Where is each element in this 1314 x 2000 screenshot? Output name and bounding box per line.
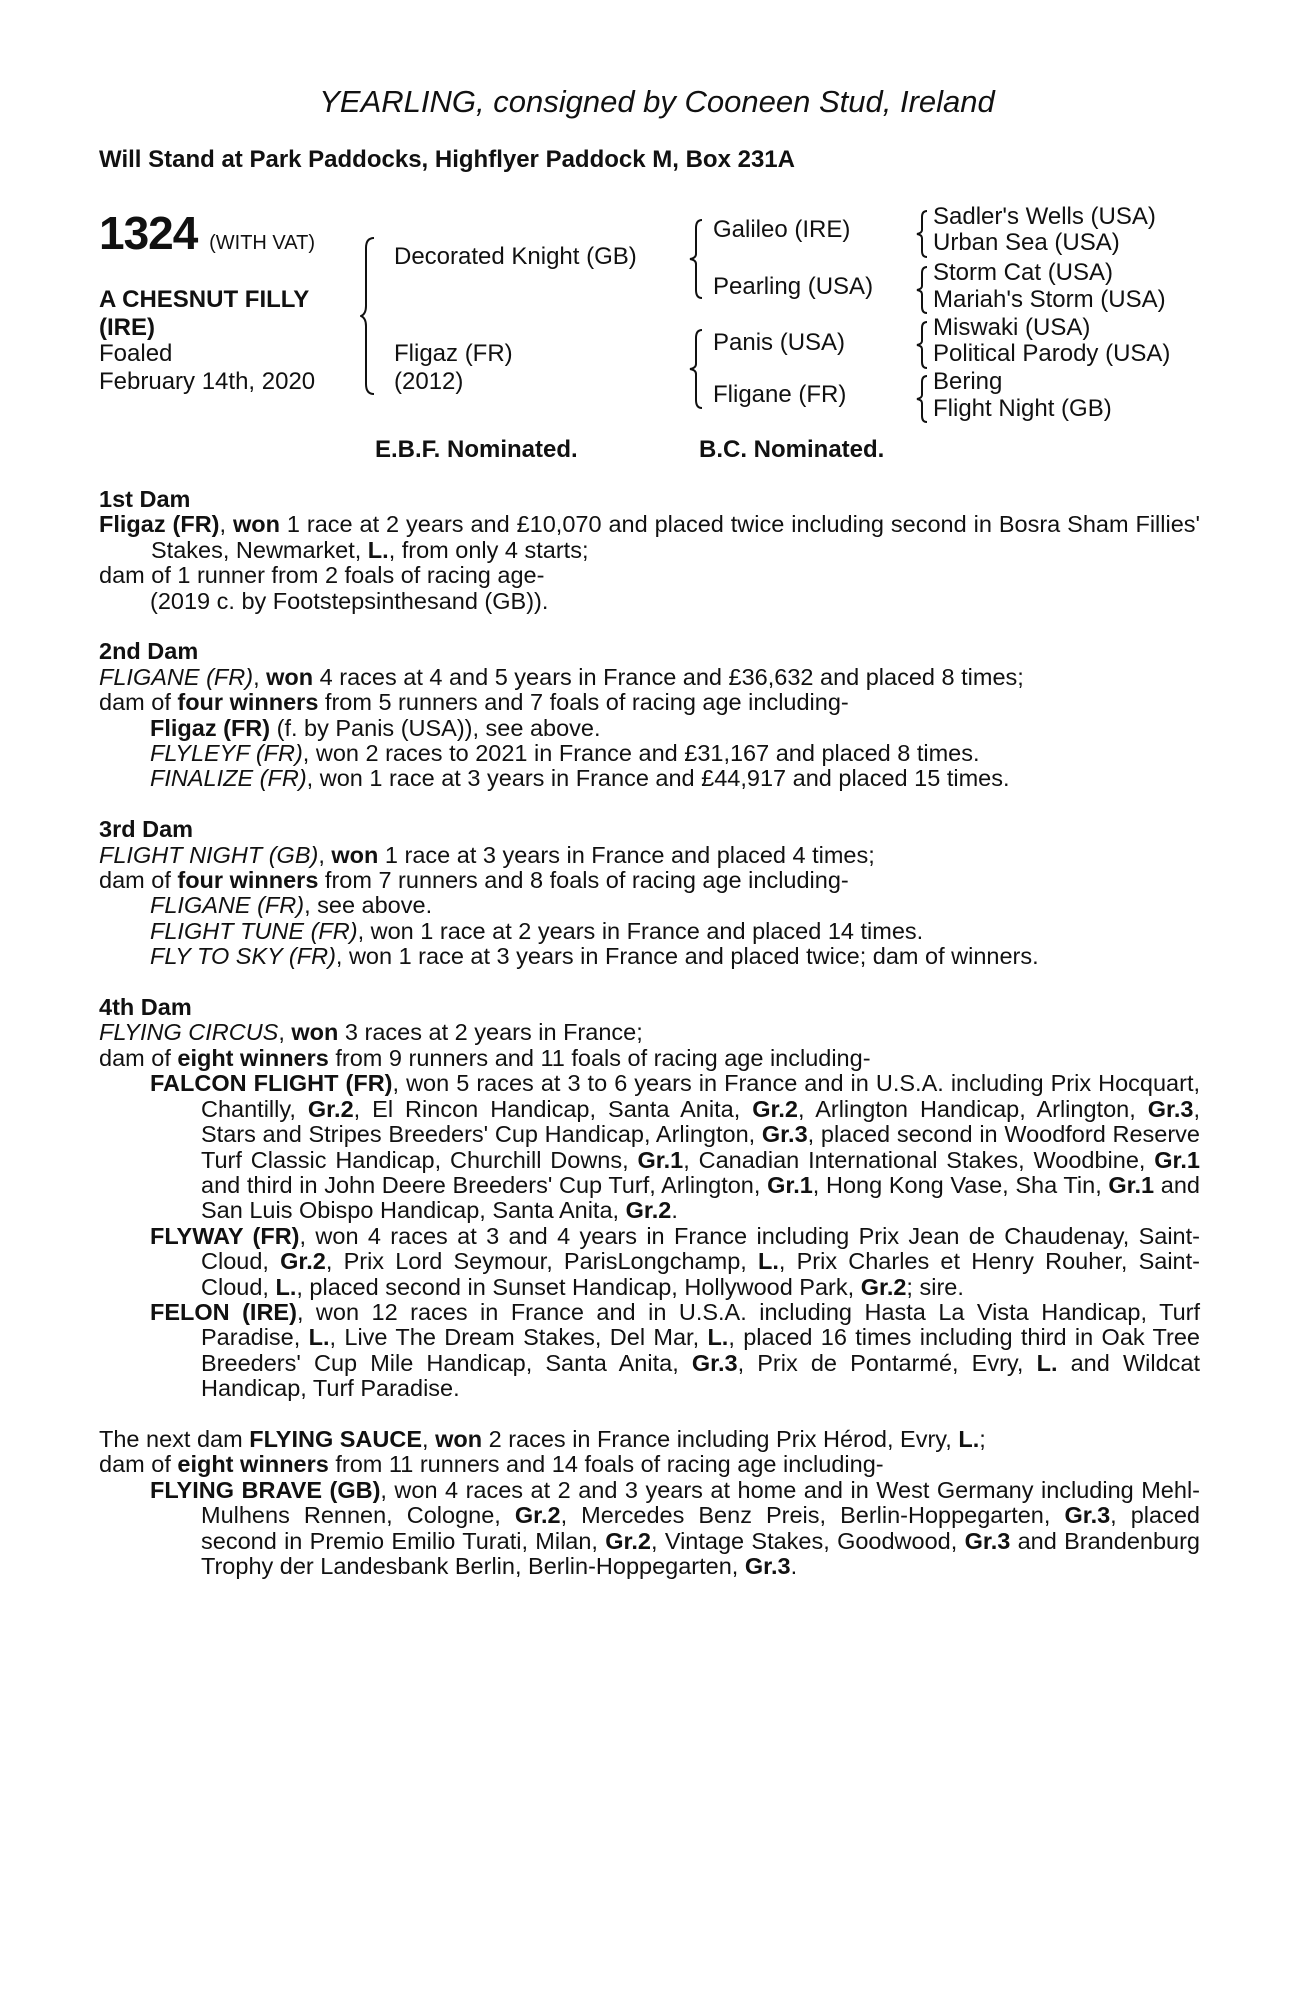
text: ; — [979, 1425, 986, 1452]
produce-record — [99, 1020, 1200, 1045]
pedigree-gen2: Panis (USA) — [713, 329, 846, 356]
bold-text: L. — [367, 536, 389, 563]
text: The next dam — [99, 1425, 250, 1452]
section-heading: 4th Dam — [99, 994, 192, 1021]
italic-text: FLIGHT TUNE (FR) — [150, 917, 358, 944]
bold-text: Gr.1 — [1108, 1171, 1155, 1198]
italic-text: FLY TO SKY (FR) — [150, 943, 336, 970]
italic-text: FLYING CIRCUS — [99, 1019, 279, 1046]
bold-text: Gr.2 — [625, 1197, 672, 1224]
bold-text: FLYING SAUCE — [249, 1425, 423, 1452]
produce-record — [99, 741, 1200, 766]
catalogue-body — [99, 487, 1200, 1605]
italic-text: FLYLEYF (FR) — [150, 740, 303, 767]
bold-text: four winners — [177, 689, 319, 716]
vat-note: (WITH VAT) — [209, 232, 316, 254]
text: 4 races at 4 and 5 years in France and £36,632 and placed 8 times; — [313, 663, 1024, 690]
italic-text: FLIGHT NIGHT (GB) — [99, 841, 319, 868]
text: , placed 16 times including third in Oak Tree Breeders' Cup Mile Handicap, Santa Anita, — [201, 1324, 1201, 1376]
text: ; sire. — [906, 1273, 964, 1300]
bold-text: Gr.3 — [761, 1121, 808, 1148]
foaled-label: Foaled — [99, 340, 173, 367]
text: . — [671, 1197, 678, 1224]
pedigree-brace — [915, 265, 929, 315]
bold-text: FALCON FLIGHT (FR) — [150, 1070, 393, 1097]
italic-text: FINALIZE (FR) — [150, 765, 307, 792]
pedigree-dam: Fligaz (FR) — [394, 340, 513, 367]
text: , Prix Charles et Henry Rouher, Saint-Cloud, — [201, 1248, 1200, 1300]
text: from 11 runners and 14 foals of racing age including- — [328, 1451, 884, 1478]
foaled-date: February 14th, 2020 — [99, 368, 316, 395]
produce-record — [99, 1427, 1200, 1452]
pedigree-sire: Decorated Knight (GB) — [394, 243, 637, 270]
section-heading: 2nd Dam — [99, 638, 199, 665]
bold-text: won — [331, 841, 379, 868]
produce-record — [99, 1046, 1200, 1071]
text: and San Luis Obispo Handicap, Santa Anita, — [201, 1171, 1200, 1224]
horse-origin: (IRE) — [99, 314, 155, 341]
pedigree-section — [99, 995, 1200, 1402]
text: dam of 1 runner from 2 foals of racing age- — [99, 562, 545, 589]
bold-text: Gr.3 — [964, 1527, 1011, 1554]
text: and Brandenburg Trophy der Landesbank Berlin, Berlin-Hoppegarten, — [201, 1527, 1200, 1579]
bold-text: L. — [958, 1425, 980, 1452]
pedigree-gen3: Storm Cat (USA) — [933, 259, 1114, 286]
text: , — [318, 841, 332, 868]
produce-record — [99, 1452, 1200, 1477]
section-heading: 3rd Dam — [99, 816, 194, 843]
produce-record — [99, 665, 1200, 690]
lot-number-value: 1324 — [99, 207, 198, 259]
text: , won 5 races at 3 to 6 years in France and in U.S.A. including Prix Hocquart, Chantilly, — [201, 1070, 1201, 1122]
produce-record — [99, 893, 1200, 918]
bold-text: Gr.2 — [752, 1095, 798, 1122]
bold-text: won — [291, 1019, 339, 1046]
produce-record — [99, 690, 1200, 715]
text: , — [219, 511, 233, 538]
produce-record — [99, 1224, 1200, 1300]
pedigree-section — [99, 639, 1200, 791]
text: from 5 runners and 7 foals of racing age including- — [318, 689, 849, 716]
page-title: YEARLING, consigned by Cooneen Stud, Ireland — [319, 84, 995, 119]
pedigree-gen2: Galileo (IRE) — [713, 216, 851, 243]
text: and third in John Deere Breeders' Cup Turf, Arlington, — [201, 1171, 768, 1198]
produce-record — [99, 766, 1200, 791]
produce-record — [99, 843, 1200, 868]
bold-text: L. — [308, 1324, 330, 1351]
pedigree-section — [99, 1427, 1200, 1579]
produce-record — [99, 944, 1200, 969]
section-heading: 1st Dam — [99, 486, 191, 512]
bold-text: Gr.2 — [514, 1502, 561, 1529]
text: from 7 runners and 8 foals of racing age including- — [318, 867, 849, 894]
bold-text: L. — [275, 1273, 297, 1300]
pedigree-gen2: Pearling (USA) — [713, 273, 874, 300]
text: , won 1 race at 3 years in France and placed twice; dam of winners. — [335, 943, 1039, 970]
text: 1 race at 2 years and £10,070 and placed twice including second in Bosra Sham Fillies' Stakes, Newmarket, — [151, 511, 1201, 563]
pedigree-brace — [360, 236, 380, 396]
text: dam of — [99, 689, 178, 716]
text: , Live The Dream Stakes, Del Mar, — [329, 1324, 708, 1351]
pedigree-section — [99, 817, 1200, 969]
bold-text: Gr.2 — [307, 1095, 354, 1122]
text: , — [253, 663, 267, 690]
bold-text: FLYING BRAVE (GB) — [150, 1476, 381, 1503]
italic-text: FLIGANE (FR) — [99, 663, 254, 690]
text: 3 races at 2 years in France; — [338, 1019, 643, 1046]
bold-text: won — [266, 663, 314, 690]
text: , Mercedes Benz Preis, Berlin-Hoppegarten, — [560, 1502, 1065, 1529]
text: dam of — [99, 1044, 178, 1071]
text: 1 race at 3 years in France and placed 4 times; — [378, 841, 875, 868]
bold-text: won — [232, 511, 280, 538]
bold-text: eight winners — [177, 1044, 329, 1071]
produce-record — [99, 919, 1200, 944]
text: , Hong Kong Vase, Sha Tin, — [812, 1171, 1109, 1198]
text: , placed second in Woodford Reserve Turf Classic Handicap, Churchill Downs, — [201, 1121, 1200, 1173]
stand-location: Will Stand at Park Paddocks, Highflyer Paddock M, Box 231A — [99, 146, 795, 173]
pedigree-brace — [688, 218, 708, 300]
text: , Stars and Stripes Breeders' Cup Handicap, Arlington, — [201, 1095, 1201, 1148]
produce-record — [99, 716, 1200, 741]
text: , — [278, 1019, 292, 1046]
bold-text: Gr.2 — [860, 1273, 907, 1300]
text: , from only 4 starts; — [388, 536, 589, 563]
text: (2019 c. by Footstepsinthesand (GB)). — [150, 587, 549, 614]
text: dam of — [99, 867, 178, 894]
bold-text: Gr.3 — [691, 1349, 738, 1376]
pedigree-gen3: Flight Night (GB) — [933, 395, 1112, 422]
produce-record — [99, 1478, 1200, 1580]
text: , won 2 races to 2021 in France and £31,167 and placed 8 times. — [302, 740, 980, 767]
pedigree-gen3: Miswaki (USA) — [933, 314, 1091, 341]
produce-record — [99, 512, 1200, 563]
bold-text: Gr.3 — [1147, 1095, 1194, 1122]
pedigree-brace — [915, 320, 929, 370]
pedigree-gen3: Sadler's Wells (USA) — [933, 203, 1156, 230]
text: and Wildcat Handicap, Turf Paradise. — [201, 1349, 1200, 1402]
bold-text: eight winners — [177, 1451, 329, 1478]
bold-text: Fligaz (FR) — [99, 511, 220, 538]
pedigree-brace — [688, 328, 708, 410]
bold-text: FELON (IRE) — [150, 1298, 297, 1325]
text: dam of — [99, 1451, 178, 1478]
text: , Arlington Handicap, Arlington, — [797, 1095, 1148, 1122]
text: , Canadian International Stakes, Woodbine, — [683, 1146, 1155, 1173]
text: , won 1 race at 3 years in France and £44,917 and placed 15 times. — [306, 765, 1010, 792]
bold-text: L. — [758, 1248, 779, 1275]
bold-text: L. — [1036, 1349, 1058, 1376]
text: , — [422, 1425, 436, 1452]
text: , Vintage Stakes, Goodwood, — [651, 1527, 965, 1554]
text: . — [790, 1553, 798, 1579]
pedigree-gen3: Bering — [933, 368, 1003, 395]
bold-text: four winners — [177, 867, 319, 894]
ebf-nominated: E.B.F. Nominated. — [375, 436, 578, 463]
text: , Prix Lord Seymour, ParisLongchamp, — [325, 1248, 758, 1275]
pedigree-brace — [915, 209, 929, 259]
bold-text: Gr.1 — [767, 1171, 813, 1198]
text: , placed second in Premio Emilio Turati, Milan, — [201, 1502, 1200, 1554]
pedigree-gen2: Fligane (FR) — [713, 381, 847, 408]
produce-record — [99, 868, 1200, 893]
bold-text: Gr.3 — [1064, 1502, 1111, 1529]
text: , placed second in Sunset Handicap, Hollywood Park, — [296, 1273, 861, 1300]
bold-text: L. — [707, 1324, 729, 1351]
pedigree-gen3: Mariah's Storm (USA) — [933, 286, 1166, 313]
bold-text: won — [435, 1425, 483, 1452]
text: , Prix de Pontarmé, Evry, — [737, 1349, 1037, 1376]
bold-text: Gr.1 — [1154, 1146, 1200, 1173]
produce-record — [99, 589, 1200, 614]
lot-number — [99, 206, 315, 260]
produce-record — [99, 563, 1200, 588]
bc-nominated: B.C. Nominated. — [699, 436, 885, 463]
bold-text: Gr.3 — [744, 1553, 791, 1579]
produce-record — [99, 1071, 1200, 1223]
bold-text: Gr.2 — [280, 1248, 326, 1275]
pedigree-brace — [915, 374, 929, 424]
pedigree-gen3: Urban Sea (USA) — [933, 229, 1120, 256]
text: 2 races in France including Prix Hérod, Evry, — [482, 1425, 959, 1452]
bold-text: FLYWAY (FR) — [150, 1222, 300, 1249]
text: (f. by Panis (USA)), see above. — [270, 714, 601, 741]
produce-record — [99, 1300, 1200, 1402]
horse-name: A CHESNUT FILLY — [99, 286, 310, 313]
pedigree-dam-year: (2012) — [394, 368, 464, 395]
text: , won 4 races at 2 and 3 years at home and in West Germany including Mehl-Mulhens Rennen, Cologne, — [201, 1476, 1200, 1529]
text: , won 1 race at 2 years in France and placed 14 times. — [357, 917, 924, 944]
text: , El Rincon Handicap, Santa Anita, — [353, 1095, 753, 1122]
text: , won 4 races at 3 and 4 years in France including Prix Jean de Chaudenay, Saint-Cloud, — [201, 1222, 1200, 1275]
bold-text: Gr.1 — [637, 1146, 684, 1173]
pedigree-gen3: Political Parody (USA) — [933, 340, 1171, 367]
text: , see above. — [304, 892, 433, 919]
italic-text: FLIGANE (FR) — [150, 892, 305, 919]
bold-text: Gr.2 — [605, 1527, 651, 1554]
pedigree-section — [99, 487, 1200, 614]
text: , won 12 races in France and in U.S.A. including Hasta La Vista Handicap, Turf Paradise, — [201, 1298, 1200, 1351]
text: from 9 runners and 11 foals of racing age including- — [328, 1044, 871, 1071]
bold-text: Fligaz (FR) — [150, 714, 271, 741]
